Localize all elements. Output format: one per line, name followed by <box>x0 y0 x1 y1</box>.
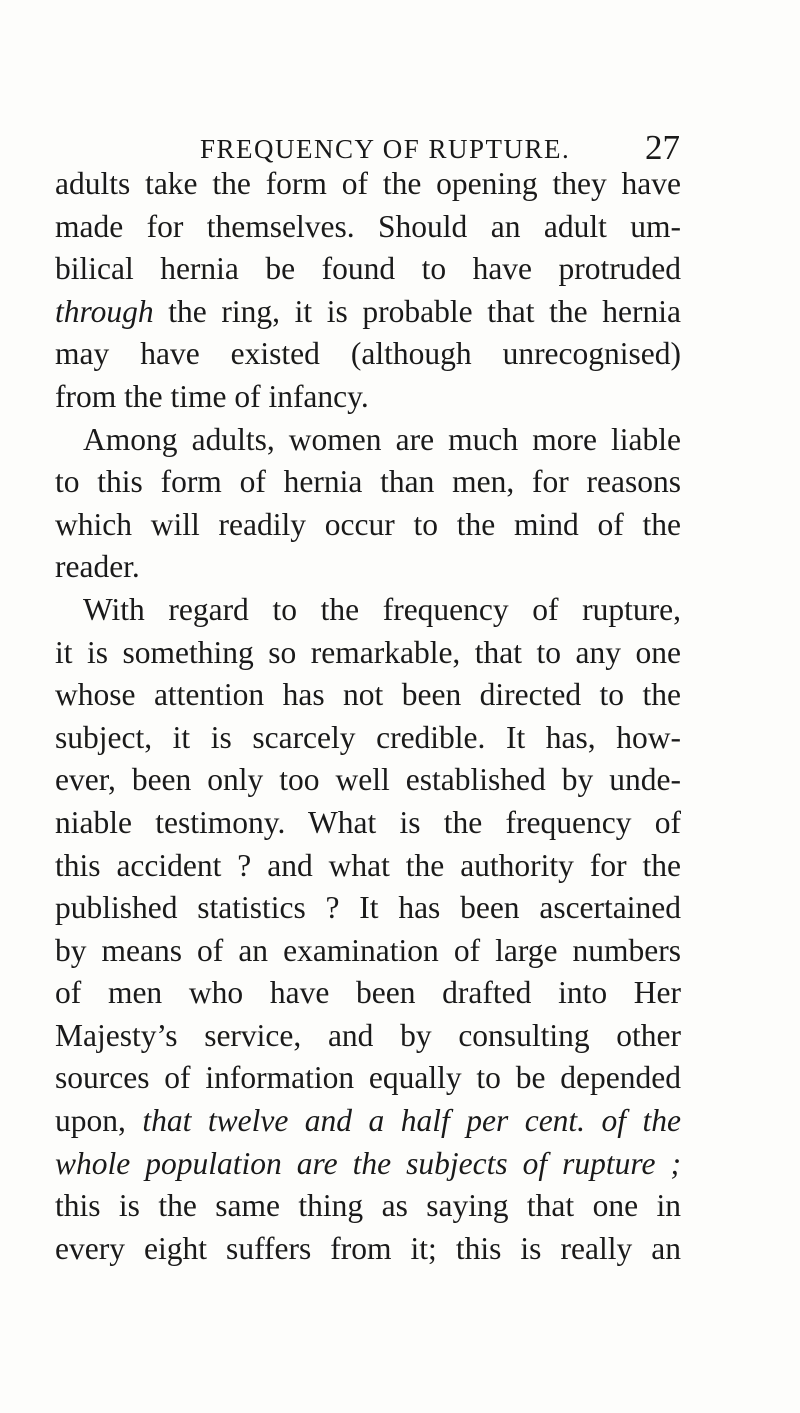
text-line <box>55 163 681 206</box>
text-run: subject, it is scarcely credible. It has, how- <box>55 719 681 755</box>
text-line <box>55 589 681 632</box>
text-run: may have existed (although unrecognised) <box>55 336 681 372</box>
text-line <box>55 461 681 504</box>
text-line <box>55 632 681 675</box>
text-line <box>55 845 681 888</box>
text-run: sources of information equally to be depended <box>55 1060 681 1096</box>
text-line <box>55 930 681 973</box>
page-number: 27 <box>645 128 680 167</box>
text-line <box>55 333 681 376</box>
text-line <box>55 802 681 845</box>
running-head <box>200 128 680 168</box>
text-line <box>55 759 681 802</box>
text-line <box>55 1100 681 1143</box>
text-run: by means of an examination of large numbers <box>55 932 681 968</box>
text-run: Among adults, women are much more liable <box>83 421 681 457</box>
text-line <box>55 248 681 291</box>
text-run: whose attention has not been directed to the <box>55 677 681 713</box>
text-run: to this form of hernia than men, for reasons <box>55 464 681 500</box>
text-line <box>55 419 681 462</box>
text-run: every eight suffers from it; this is really an <box>55 1230 681 1266</box>
text-run: this is the same thing as saying that one in <box>55 1188 681 1224</box>
text-line <box>55 1143 681 1186</box>
text-run: Majesty’s service, and by consulting other <box>55 1017 681 1053</box>
text-line <box>55 376 681 419</box>
text-run: reader. <box>55 549 140 585</box>
text-run: which will readily occur to the mind of the <box>55 506 681 542</box>
text-run: the ring, it is probable that the hernia <box>153 293 681 329</box>
text-line <box>55 291 681 334</box>
text-run: of men who have been drafted into Her <box>55 975 681 1011</box>
text-line <box>55 972 681 1015</box>
text-run: this accident ? and what the authority for the <box>55 847 681 883</box>
body-text <box>55 163 681 1270</box>
text-run: adults take the form of the opening they have <box>55 166 681 201</box>
text-run: upon, <box>55 1103 143 1139</box>
text-run: ever, been only too well established by unde- <box>55 762 681 798</box>
text-run: bilical hernia be found to have protruded <box>55 251 681 287</box>
text-line <box>55 504 681 547</box>
text-line <box>55 1057 681 1100</box>
text-run: niable testimony. What is the frequency of <box>55 804 681 840</box>
italic-text: through <box>55 293 154 329</box>
text-line <box>55 717 681 760</box>
text-run: it is something so remarkable, that to any one <box>55 634 681 670</box>
text-line <box>55 1228 681 1271</box>
text-run: published statistics ? It has been ascertained <box>55 890 681 926</box>
text-line <box>55 206 681 249</box>
text-line <box>55 1185 681 1228</box>
text-run: made for themselves. Should an adult um- <box>55 208 681 244</box>
text-run: from the time of infancy. <box>55 378 369 414</box>
text-line <box>55 546 681 589</box>
text-line <box>55 1015 681 1058</box>
italic-text: that twelve and a half per cent. of the <box>142 1103 681 1139</box>
running-title: FREQUENCY OF RUPTURE. <box>200 134 571 164</box>
italic-text: whole population are the subjects of rupture ; <box>55 1145 681 1181</box>
text-line <box>55 887 681 930</box>
text-line <box>55 674 681 717</box>
text-run: With regard to the frequency of rupture, <box>83 591 681 627</box>
